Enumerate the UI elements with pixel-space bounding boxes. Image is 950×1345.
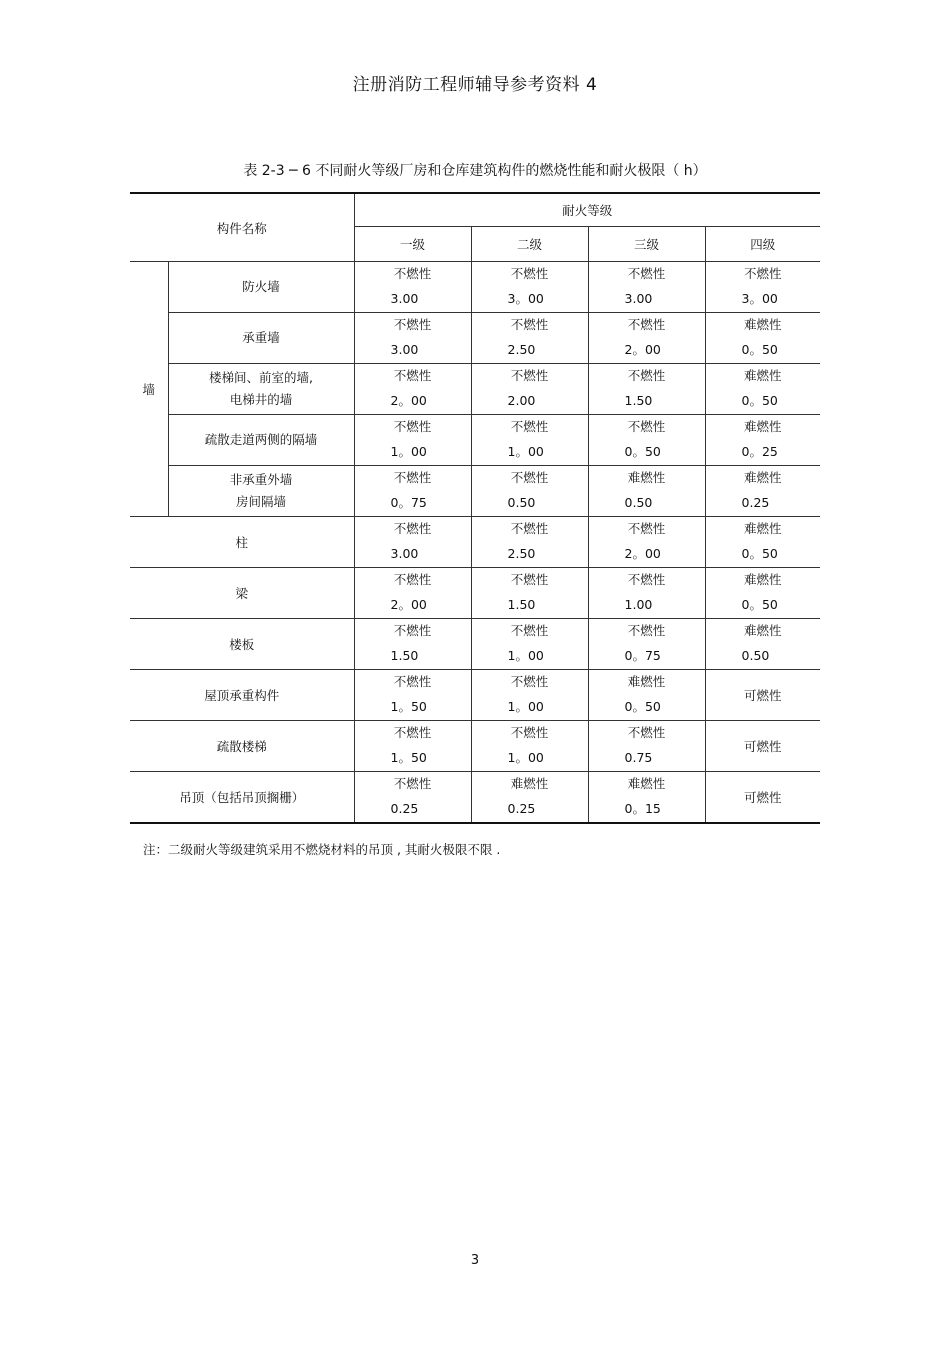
hours-text: 0.50	[741, 648, 770, 663]
page-number: 3	[470, 1253, 480, 1268]
table-note: 注：二级耐火等级建筑采用不燃烧材料的吊顶 , 其耐火极限不限 .	[143, 842, 501, 857]
component-name: 柱	[130, 517, 354, 568]
material-text: 不燃性	[627, 266, 666, 281]
value-cell	[471, 772, 588, 824]
component-name	[168, 364, 354, 415]
hours-text: 0。50	[624, 699, 661, 714]
value-cell	[705, 415, 820, 466]
material-text: 不燃性	[393, 317, 432, 332]
material-text: 不燃性	[393, 521, 432, 536]
component-name-line: 防火墙	[242, 279, 280, 294]
hours-text: 0.50	[624, 495, 653, 510]
hours-text: 0。50	[624, 444, 661, 459]
wall-group-label: 墙	[130, 262, 168, 517]
value-cell	[588, 568, 705, 619]
hours-text: 1.50	[390, 648, 419, 663]
table-row	[130, 670, 820, 721]
grade-2: 二级	[471, 227, 588, 262]
component-name	[168, 415, 354, 466]
material-text: 难燃性	[744, 419, 782, 434]
value-cell	[354, 670, 471, 721]
material-text: 不燃性	[393, 776, 432, 791]
hours-text: 0。25	[741, 444, 778, 459]
table-row	[130, 415, 820, 466]
grade-4: 四级	[705, 227, 820, 262]
material-text: 不燃性	[744, 266, 782, 281]
material-text: 不燃性	[393, 266, 432, 281]
table-row	[130, 772, 820, 824]
hours-text: 0。15	[624, 801, 661, 816]
component-name: 屋顶承重构件	[130, 670, 354, 721]
hours-text: 0。75	[390, 495, 427, 510]
hours-text: 0.25	[390, 801, 419, 816]
value-cell	[705, 568, 820, 619]
material-text: 难燃性	[744, 317, 782, 332]
value-cell	[471, 517, 588, 568]
value-cell	[705, 619, 820, 670]
header-component-name: 构件名称	[130, 193, 354, 262]
hours-text: 2。00	[390, 597, 427, 612]
component-name	[168, 313, 354, 364]
table-row	[130, 619, 820, 670]
value-cell	[354, 568, 471, 619]
material-text: 难燃性	[627, 674, 666, 689]
hours-text: 2.50	[507, 342, 536, 357]
value-cell	[588, 517, 705, 568]
material-text: 不燃性	[627, 572, 666, 587]
hours-text: 2。00	[624, 546, 661, 561]
material-text: 不燃性	[510, 572, 549, 587]
hours-text: 3。00	[741, 291, 778, 306]
hours-text: 3.00	[390, 342, 419, 357]
grade-1: 一级	[354, 227, 471, 262]
hours-text: 0.25	[741, 495, 770, 510]
value-cell	[354, 466, 471, 517]
component-name	[168, 262, 354, 313]
hours-text: 1。00	[390, 444, 427, 459]
value-cell	[354, 772, 471, 824]
value-cell	[471, 313, 588, 364]
material-text: 难燃性	[744, 470, 782, 485]
material-text: 难燃性	[744, 521, 782, 536]
table-row	[130, 466, 820, 517]
component-name-line: 电梯井的墙	[229, 392, 293, 407]
value-cell	[354, 364, 471, 415]
hours-text: 0。50	[741, 597, 778, 612]
material-text: 不燃性	[510, 674, 549, 689]
value-cell	[471, 721, 588, 772]
material-text: 难燃性	[744, 368, 782, 383]
value-cell	[354, 415, 471, 466]
hours-text: 3。00	[507, 291, 544, 306]
hours-text: 1.50	[624, 393, 653, 408]
value-cell	[705, 364, 820, 415]
table-row	[130, 517, 820, 568]
material-text: 不燃性	[627, 725, 666, 740]
value-cell	[705, 517, 820, 568]
table-row	[130, 262, 820, 313]
value-cell	[588, 313, 705, 364]
material-text: 不燃性	[393, 674, 432, 689]
value-cell	[588, 262, 705, 313]
material-text: 不燃性	[393, 725, 432, 740]
value-cell	[471, 466, 588, 517]
table-row	[130, 313, 820, 364]
component-name: 楼板	[130, 619, 354, 670]
material-text: 不燃性	[510, 419, 549, 434]
value-cell	[705, 313, 820, 364]
value-cell	[588, 721, 705, 772]
grade-3: 三级	[588, 227, 705, 262]
cell-material: 可燃性	[705, 721, 820, 772]
material-text: 不燃性	[627, 623, 666, 638]
material-text: 不燃性	[510, 470, 549, 485]
component-name-line: 疏散走道两侧的隔墙	[204, 432, 318, 447]
value-cell	[705, 466, 820, 517]
value-cell	[471, 619, 588, 670]
hours-text: 2。00	[624, 342, 661, 357]
component-name: 吊顶（包括吊顶搁栅）	[130, 772, 354, 824]
hours-text: 3.00	[390, 291, 419, 306]
material-text: 难燃性	[627, 776, 666, 791]
hours-text: 0.50	[507, 495, 536, 510]
material-text: 不燃性	[393, 623, 432, 638]
value-cell	[354, 517, 471, 568]
value-cell	[588, 772, 705, 824]
cell-material: 可燃性	[705, 772, 820, 824]
component-name-line: 承重墙	[242, 330, 280, 345]
hours-text: 0.75	[624, 750, 653, 765]
value-cell	[588, 466, 705, 517]
page-header: 注册消防工程师辅导参考资料 4	[352, 75, 598, 95]
value-cell	[354, 721, 471, 772]
component-name: 疏散楼梯	[130, 721, 354, 772]
hours-text: 0。50	[741, 342, 778, 357]
value-cell	[471, 670, 588, 721]
hours-text: 0。50	[741, 393, 778, 408]
material-text: 不燃性	[393, 419, 432, 434]
material-text: 不燃性	[510, 317, 549, 332]
material-text: 不燃性	[510, 368, 549, 383]
component-name-line: 非承重外墙	[229, 472, 293, 487]
material-text: 不燃性	[510, 266, 549, 281]
hours-text: 2。00	[390, 393, 427, 408]
value-cell	[588, 364, 705, 415]
hours-text: 1。50	[390, 699, 427, 714]
value-cell	[471, 568, 588, 619]
hours-text: 2.50	[507, 546, 536, 561]
table-caption: 表 2-3 ─ 6 不同耐火等级厂房和仓库建筑构件的燃烧性能和耐火极限（ h）	[243, 163, 707, 179]
value-cell	[354, 313, 471, 364]
material-text: 不燃性	[393, 470, 432, 485]
material-text: 不燃性	[627, 368, 666, 383]
hours-text: 3.00	[624, 291, 653, 306]
value-cell	[588, 415, 705, 466]
hours-text: 0。50	[741, 546, 778, 561]
value-cell	[588, 670, 705, 721]
component-name-line: 房间隔墙	[236, 494, 287, 509]
material-text: 不燃性	[627, 419, 666, 434]
table-row	[130, 721, 820, 772]
value-cell	[705, 262, 820, 313]
fire-resistance-table	[130, 192, 820, 824]
hours-text: 0.25	[507, 801, 536, 816]
cell-material: 可燃性	[705, 670, 820, 721]
hours-text: 2.00	[507, 393, 536, 408]
header-fire-grade: 耐火等级	[354, 193, 820, 227]
material-text: 不燃性	[627, 521, 666, 536]
component-name	[168, 466, 354, 517]
material-text: 不燃性	[510, 521, 549, 536]
table-row	[130, 364, 820, 415]
material-text: 难燃性	[744, 572, 782, 587]
material-text: 难燃性	[744, 623, 782, 638]
table-row	[130, 568, 820, 619]
material-text: 不燃性	[393, 368, 432, 383]
material-text: 不燃性	[510, 725, 549, 740]
hours-text: 1。00	[507, 750, 544, 765]
hours-text: 1。00	[507, 699, 544, 714]
material-text: 不燃性	[393, 572, 432, 587]
hours-text: 1.00	[624, 597, 653, 612]
material-text: 不燃性	[510, 623, 549, 638]
hours-text: 3.00	[390, 546, 419, 561]
hours-text: 0。75	[624, 648, 661, 663]
value-cell	[588, 619, 705, 670]
value-cell	[354, 619, 471, 670]
hours-text: 1。00	[507, 444, 544, 459]
value-cell	[471, 262, 588, 313]
component-name-line: 楼梯间、前室的墙,	[209, 370, 313, 385]
value-cell	[471, 415, 588, 466]
hours-text: 1.50	[507, 597, 536, 612]
value-cell	[354, 262, 471, 313]
material-text: 难燃性	[510, 776, 549, 791]
hours-text: 1。00	[507, 648, 544, 663]
hours-text: 1。50	[390, 750, 427, 765]
material-text: 不燃性	[627, 317, 666, 332]
component-name: 梁	[130, 568, 354, 619]
material-text: 难燃性	[627, 470, 666, 485]
value-cell	[471, 364, 588, 415]
